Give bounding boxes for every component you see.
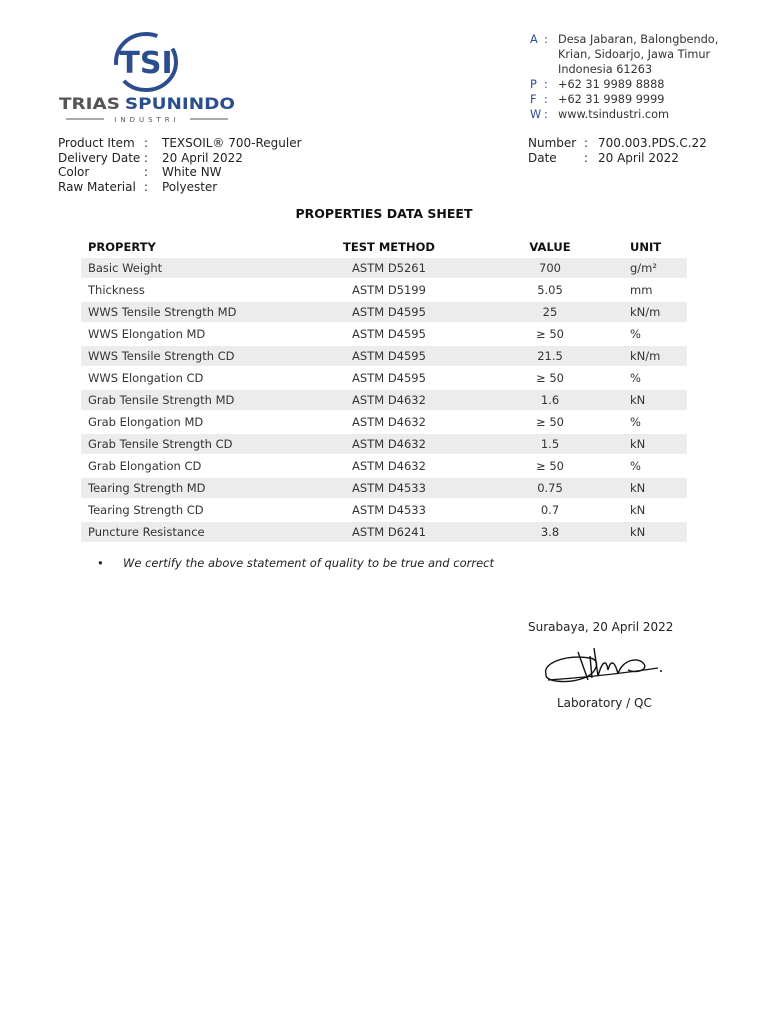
certification-statement — [97, 556, 494, 570]
properties-table — [81, 236, 687, 544]
document-number-row: Number : 700.003.PDS.C.22 — [528, 136, 707, 150]
table-row: Tearing Strength MD ASTM D4533 0.75 kN — [81, 477, 687, 499]
table-row: WWS Tensile Strength MD ASTM D4595 25 kN/m — [81, 301, 687, 323]
product-item-value: TEXSOIL® 700-Reguler — [162, 136, 302, 150]
company-address — [530, 32, 718, 122]
table-row: Grab Tensile Strength CD ASTM D4632 1.5 kN — [81, 433, 687, 455]
product-info — [58, 136, 302, 194]
company-subtitle: INDUSTRI — [114, 116, 180, 124]
svg-text:TRIASSPUNINDO — [59, 94, 235, 113]
color-row: Color : White NW — [58, 165, 222, 179]
table-row: Grab Elongation MD ASTM D4632 ≥ 50 % — [81, 411, 687, 433]
signature-icon — [538, 640, 668, 690]
table-row: Puncture Resistance ASTM D6241 3.8 kN — [81, 521, 687, 543]
website-line: W : www.tsindustri.com — [530, 108, 670, 121]
table-row: WWS Elongation MD ASTM D4595 ≥ 50 % — [81, 323, 687, 345]
bullet-icon: • — [97, 556, 104, 570]
fax-line: F : +62 31 9989 9999 — [530, 93, 665, 106]
column-header-property: PROPERTY — [88, 240, 156, 254]
document-info — [528, 136, 707, 165]
table-row: Basic Weight ASTM D5261 700 g/m² — [81, 258, 687, 279]
company-name-part2: SPUNINDO — [124, 94, 221, 113]
signoff-role: Laboratory / QC — [557, 696, 652, 710]
signature — [538, 640, 668, 694]
delivery-date-row: Delivery Date : 20 April 2022 — [58, 150, 243, 165]
table-row: Grab Tensile Strength MD ASTM D4632 1.6 kN — [81, 389, 687, 411]
page-title: PROPERTIES DATA SHEET — [295, 206, 473, 221]
document-date-row: Date : 20 April 2022 — [528, 150, 679, 165]
column-header-test-method: TEST METHOD — [343, 240, 435, 254]
certification-text: We certify the above statement of quality to be true and correct — [123, 556, 494, 570]
table-row: Grab Elongation CD ASTM D4632 ≥ 50 % — [81, 455, 687, 477]
table-row: Tearing Strength CD ASTM D4533 0.7 kN — [81, 499, 687, 521]
column-header-unit: UNIT — [630, 240, 662, 254]
raw-material-row: Raw Material : Polyester — [58, 179, 218, 194]
logo-letters: TSI — [119, 46, 173, 81]
column-header-value: VALUE — [529, 240, 571, 254]
company-name-part1: TRIAS — [59, 94, 112, 113]
phone-line: P : +62 31 9989 8888 — [530, 78, 665, 91]
table-row: WWS Elongation CD ASTM D4595 ≥ 50 % — [81, 367, 687, 389]
table-header-row — [81, 236, 687, 258]
signoff-place-date: Surabaya, 20 April 2022 — [528, 620, 674, 634]
address-line: Krian, Sidoarjo, Jawa Timur — [558, 48, 711, 61]
address-line: Indonesia 61263 — [558, 63, 653, 76]
company-logo-graphic — [56, 30, 238, 126]
company-logo — [56, 30, 238, 126]
table-row: Thickness ASTM D5199 5.05 mm — [81, 279, 687, 301]
table-row: WWS Tensile Strength CD ASTM D4595 21.5 kN/m — [81, 345, 687, 367]
product-item-row: Product Item : TEXSOIL® 700-Reguler — [58, 136, 302, 150]
address-line: A : Desa Jabaran, Balongbendo, — [530, 33, 719, 46]
